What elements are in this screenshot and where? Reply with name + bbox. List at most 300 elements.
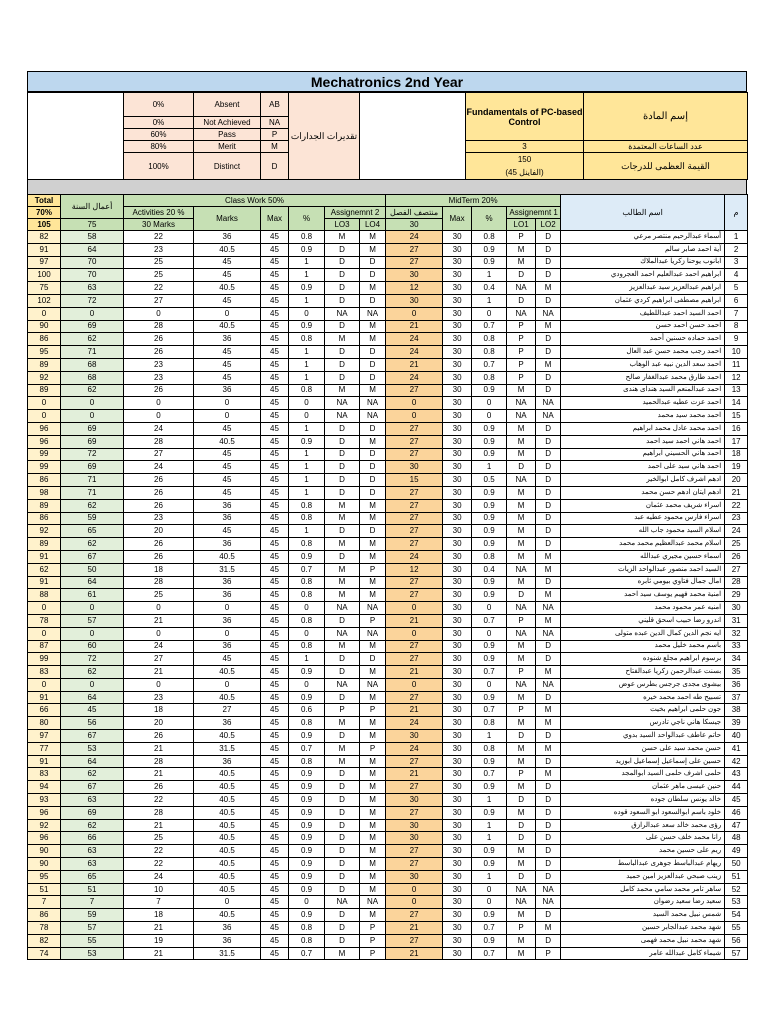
grade-code: M (261, 141, 289, 153)
cell-activities: 27 (124, 448, 194, 461)
cell-midterm-percent: 0 (472, 397, 507, 410)
cell-lo3: D (325, 909, 360, 922)
cell-student-num: 6 (725, 294, 748, 307)
cell-lo3: D (325, 358, 360, 371)
cell-lo1: P (507, 666, 536, 679)
cell-max: 45 (261, 896, 289, 909)
cell-midterm-score: 0 (386, 627, 443, 640)
cell-lo2: M (536, 589, 561, 602)
cell-student-name: احمد رجب محمد حسن عبد العال (561, 346, 725, 359)
cell-midterm-percent: 0.9 (472, 909, 507, 922)
cell-student-name: احمد هاني الحسيني ابراهيم (561, 448, 725, 461)
cell-max: 45 (261, 602, 289, 615)
header-total: Total (28, 195, 61, 207)
table-row (28, 870, 748, 883)
cell-midterm-score: 12 (386, 563, 443, 576)
separator-bar (27, 180, 747, 194)
cell-year-work: 59 (61, 909, 124, 922)
cell-lo4: M (360, 794, 386, 807)
cell-lo1: P (507, 922, 536, 935)
cell-max: 45 (261, 858, 289, 871)
cell-year-work: 57 (61, 922, 124, 935)
cell-midterm-max: 30 (443, 384, 472, 397)
cell-marks: 0 (194, 627, 261, 640)
cell-marks: 40.5 (194, 320, 261, 333)
cell-lo3: M (325, 563, 360, 576)
cell-max: 45 (261, 243, 289, 256)
cell-year-work: 50 (61, 563, 124, 576)
cell-lo3: M (325, 742, 360, 755)
cell-midterm-percent: 0.9 (472, 256, 507, 269)
cell-student-name: امال جمال فتاوي بيومي ثابره (561, 576, 725, 589)
cell-student-name: احمد محمد سيد محمد (561, 410, 725, 423)
cell-lo1: M (507, 243, 536, 256)
cell-activities: 24 (124, 461, 194, 474)
cell-percent: 0.8 (289, 934, 325, 947)
cell-activities: 22 (124, 794, 194, 807)
cell-midterm-percent: 0.9 (472, 525, 507, 538)
cell-midterm-max: 30 (443, 256, 472, 269)
cell-midterm-max: 30 (443, 550, 472, 563)
cell-midterm-percent: 0.8 (472, 371, 507, 384)
cell-total: 94 (28, 781, 61, 794)
cell-student-num: 19 (725, 461, 748, 474)
cell-lo3: M (325, 589, 360, 602)
table-row (28, 691, 748, 704)
cell-activities: 22 (124, 845, 194, 858)
cell-midterm-score: 30 (386, 832, 443, 845)
cell-midterm-percent: 0.9 (472, 653, 507, 666)
cell-percent: 0.9 (289, 845, 325, 858)
cell-activities: 0 (124, 410, 194, 423)
gradesheet (27, 71, 747, 960)
cell-student-name: تسبيح طه احمد محمد خيره (561, 691, 725, 704)
cell-max: 45 (261, 768, 289, 781)
cell-year-work: 0 (61, 602, 124, 615)
cell-midterm-max: 30 (443, 576, 472, 589)
cell-lo4: M (360, 576, 386, 589)
cell-percent: 0.8 (289, 576, 325, 589)
cell-lo4: D (360, 474, 386, 487)
cell-total: 95 (28, 870, 61, 883)
cell-midterm-percent: 0.9 (472, 538, 507, 551)
table-row (28, 231, 748, 244)
cell-total: 86 (28, 909, 61, 922)
cell-lo2: D (536, 819, 561, 832)
cell-lo2: D (536, 448, 561, 461)
cell-lo4: D (360, 358, 386, 371)
cell-percent: 0.6 (289, 704, 325, 717)
cell-lo1: P (507, 768, 536, 781)
cell-lo4: M (360, 806, 386, 819)
cell-midterm-max: 30 (443, 883, 472, 896)
cell-student-num: 47 (725, 819, 748, 832)
table-row (28, 730, 748, 743)
cell-lo3: D (325, 550, 360, 563)
cell-midterm-score: 21 (386, 358, 443, 371)
cell-lo1: D (507, 730, 536, 743)
cell-lo3: M (325, 512, 360, 525)
cell-marks: 0 (194, 602, 261, 615)
cell-lo2: D (536, 909, 561, 922)
cell-lo3: D (325, 435, 360, 448)
cell-lo2: D (536, 499, 561, 512)
cell-lo1: M (507, 947, 536, 960)
cell-lo3: NA (325, 397, 360, 410)
cell-student-name: أسماء عبدالرحيم منتصر مرعي (561, 231, 725, 244)
cell-midterm-max: 30 (443, 589, 472, 602)
cell-midterm-max: 30 (443, 896, 472, 909)
cell-student-name: احمد السيد احمد عبداللطيف (561, 307, 725, 320)
cell-midterm-score: 27 (386, 512, 443, 525)
grade-code: AB (261, 93, 289, 117)
cell-activities: 27 (124, 653, 194, 666)
cell-student-num: 34 (725, 653, 748, 666)
cell-midterm-max: 30 (443, 294, 472, 307)
cell-midterm-percent: 0.4 (472, 282, 507, 295)
cell-lo3: M (325, 384, 360, 397)
cell-midterm-max: 30 (443, 410, 472, 423)
cell-max: 45 (261, 525, 289, 538)
cell-lo1: P (507, 704, 536, 717)
header-assignment-2: Assignemnt 2 (325, 207, 386, 219)
cell-lo2: M (536, 614, 561, 627)
cell-lo3: D (325, 243, 360, 256)
cell-lo2: M (536, 704, 561, 717)
cell-midterm-max: 30 (443, 717, 472, 730)
cell-marks: 45 (194, 371, 261, 384)
cell-total: 92 (28, 525, 61, 538)
cell-midterm-score: 0 (386, 410, 443, 423)
cell-total: 96 (28, 832, 61, 845)
cell-marks: 40.5 (194, 806, 261, 819)
cell-midterm-max: 30 (443, 358, 472, 371)
cell-midterm-max: 30 (443, 307, 472, 320)
cell-student-num: 2 (725, 243, 748, 256)
cell-student-name: احمد حماده حسنين أحمد (561, 333, 725, 346)
cell-midterm-score: 0 (386, 397, 443, 410)
grade-code: P (261, 129, 289, 141)
cell-lo2: NA (536, 307, 561, 320)
cell-max: 45 (261, 410, 289, 423)
cell-max: 45 (261, 819, 289, 832)
cell-lo3: D (325, 614, 360, 627)
cell-midterm-score: 24 (386, 346, 443, 359)
cell-student-num: 33 (725, 640, 748, 653)
cell-midterm-percent: 1 (472, 819, 507, 832)
cell-lo2: D (536, 781, 561, 794)
cell-student-num: 46 (725, 806, 748, 819)
cell-midterm-score: 27 (386, 486, 443, 499)
cell-student-name: ابراهيم عبدالعزيز سيد عبدالعزيز (561, 282, 725, 295)
header-percent: % (289, 207, 325, 231)
cell-activities: 26 (124, 781, 194, 794)
cell-student-num: 43 (725, 768, 748, 781)
cell-marks: 40.5 (194, 781, 261, 794)
cell-lo1: M (507, 640, 536, 653)
cell-year-work: 0 (61, 678, 124, 691)
cell-midterm-percent: 0.9 (472, 934, 507, 947)
cell-lo2: P (536, 947, 561, 960)
cell-lo2: D (536, 755, 561, 768)
cell-lo3: D (325, 346, 360, 359)
cell-midterm-max: 30 (443, 653, 472, 666)
cell-lo3: NA (325, 307, 360, 320)
cell-midterm-score: 0 (386, 896, 443, 909)
cell-activities: 24 (124, 640, 194, 653)
cell-marks: 40.5 (194, 883, 261, 896)
cell-lo2: D (536, 243, 561, 256)
cell-midterm-score: 21 (386, 320, 443, 333)
cell-student-num: 38 (725, 704, 748, 717)
cell-lo3: D (325, 832, 360, 845)
cell-student-name: سعيد رضا سعيد رضوان (561, 896, 725, 909)
cell-marks: 40.5 (194, 870, 261, 883)
cell-student-name: بيشوى مجدى جرجس بطرس عوض (561, 678, 725, 691)
cell-lo4: M (360, 589, 386, 602)
cell-year-work: 69 (61, 422, 124, 435)
cell-lo3: D (325, 666, 360, 679)
cell-midterm-score: 27 (386, 755, 443, 768)
cell-marks: 40.5 (194, 845, 261, 858)
header-student-name: اسم الطالب (561, 195, 725, 231)
cell-midterm-max: 30 (443, 794, 472, 807)
cell-lo4: NA (360, 397, 386, 410)
cell-max: 45 (261, 678, 289, 691)
cell-lo4: D (360, 486, 386, 499)
cell-max: 45 (261, 576, 289, 589)
cell-percent: 0 (289, 307, 325, 320)
cell-marks: 40.5 (194, 435, 261, 448)
cell-lo2: M (536, 768, 561, 781)
cell-midterm-score: 30 (386, 870, 443, 883)
cell-midterm-percent: 0.7 (472, 320, 507, 333)
cell-midterm-max: 30 (443, 269, 472, 282)
cell-student-name: امنيه عمر محمود محمد (561, 602, 725, 615)
cell-midterm-score: 30 (386, 269, 443, 282)
cell-year-work: 67 (61, 781, 124, 794)
cell-percent: 1 (289, 474, 325, 487)
cell-midterm-score: 27 (386, 448, 443, 461)
cell-student-num: 53 (725, 896, 748, 909)
cell-student-num: 49 (725, 845, 748, 858)
cell-lo2: D (536, 576, 561, 589)
cell-activities: 21 (124, 922, 194, 935)
cell-midterm-percent: 0 (472, 602, 507, 615)
cell-lo2: M (536, 358, 561, 371)
cell-lo4: M (360, 512, 386, 525)
max-label: القيمة العظمى للدرجات (584, 153, 748, 180)
cell-student-num: 5 (725, 282, 748, 295)
cell-midterm-score: 27 (386, 806, 443, 819)
cell-marks: 36 (194, 231, 261, 244)
cell-student-num: 39 (725, 717, 748, 730)
cell-midterm-score: 27 (386, 435, 443, 448)
cell-midterm-score: 27 (386, 589, 443, 602)
cell-percent: 1 (289, 448, 325, 461)
cell-lo4: M (360, 243, 386, 256)
cell-total: 92 (28, 371, 61, 384)
header-num: م (725, 195, 748, 231)
cell-total: 77 (28, 742, 61, 755)
cell-max: 45 (261, 870, 289, 883)
table-row (28, 832, 748, 845)
cell-midterm-percent: 1 (472, 461, 507, 474)
cell-percent: 1 (289, 371, 325, 384)
cell-midterm-max: 30 (443, 435, 472, 448)
cell-percent: 1 (289, 422, 325, 435)
cell-student-name: ريهام عبدالباسط جوهرى عبدالباسط (561, 858, 725, 871)
cell-midterm-percent: 0.7 (472, 704, 507, 717)
grade-code: D (261, 153, 289, 180)
table-row (28, 435, 748, 448)
cell-lo1: D (507, 819, 536, 832)
table-row (28, 845, 748, 858)
cell-lo4: M (360, 538, 386, 551)
cell-marks: 36 (194, 576, 261, 589)
cell-activities: 20 (124, 525, 194, 538)
cell-total: 91 (28, 243, 61, 256)
cell-midterm-max: 30 (443, 563, 472, 576)
table-row (28, 358, 748, 371)
cell-midterm-score: 0 (386, 307, 443, 320)
cell-total: 0 (28, 627, 61, 640)
table-row (28, 909, 748, 922)
cell-student-name: امنية محمد فهيم يوسف سيد احمد (561, 589, 725, 602)
cell-midterm-max: 30 (443, 231, 472, 244)
cell-student-num: 1 (725, 231, 748, 244)
cell-max: 45 (261, 704, 289, 717)
cell-year-work: 51 (61, 883, 124, 896)
cell-student-num: 48 (725, 832, 748, 845)
cell-lo1: NA (507, 563, 536, 576)
cell-percent: 0.8 (289, 333, 325, 346)
cell-activities: 23 (124, 371, 194, 384)
cell-lo3: D (325, 845, 360, 858)
cell-midterm-percent: 0.7 (472, 947, 507, 960)
subject-value: Fundamentals of PC-based Control (466, 93, 584, 141)
cell-marks: 40.5 (194, 858, 261, 871)
cell-midterm-max: 30 (443, 486, 472, 499)
table-row (28, 486, 748, 499)
table-row (28, 602, 748, 615)
cell-student-num: 21 (725, 486, 748, 499)
cell-activities: 10 (124, 883, 194, 896)
cell-max: 45 (261, 307, 289, 320)
info-header (27, 92, 748, 180)
cell-activities: 0 (124, 678, 194, 691)
cell-activities: 28 (124, 755, 194, 768)
cell-total: 98 (28, 486, 61, 499)
cell-midterm-max: 30 (443, 832, 472, 845)
cell-midterm-percent: 1 (472, 832, 507, 845)
cell-student-num: 28 (725, 576, 748, 589)
cell-lo4: P (360, 742, 386, 755)
cell-percent: 0 (289, 602, 325, 615)
cell-student-num: 29 (725, 589, 748, 602)
cell-year-work: 53 (61, 742, 124, 755)
table-row (28, 461, 748, 474)
header-mid-max: Max (443, 207, 472, 231)
cell-year-work: 63 (61, 282, 124, 295)
cell-lo1: P (507, 320, 536, 333)
cell-max: 45 (261, 486, 289, 499)
cell-total: 7 (28, 896, 61, 909)
cell-total: 91 (28, 576, 61, 589)
cell-max: 45 (261, 640, 289, 653)
header-lo2: LO2 (536, 219, 561, 231)
cell-total: 91 (28, 691, 61, 704)
cell-midterm-max: 30 (443, 474, 472, 487)
cell-total: 86 (28, 333, 61, 346)
cell-lo3: D (325, 653, 360, 666)
cell-marks: 40.5 (194, 666, 261, 679)
table-row (28, 717, 748, 730)
cell-year-work: 62 (61, 384, 124, 397)
cell-lo1: NA (507, 627, 536, 640)
cell-student-num: 36 (725, 678, 748, 691)
cell-midterm-percent: 0.8 (472, 550, 507, 563)
cell-lo1: M (507, 576, 536, 589)
cell-total: 0 (28, 410, 61, 423)
cell-percent: 1 (289, 294, 325, 307)
table-row (28, 627, 748, 640)
cell-year-work: 62 (61, 538, 124, 551)
cell-student-num: 3 (725, 256, 748, 269)
table-row (28, 269, 748, 282)
cell-student-num: 45 (725, 794, 748, 807)
cell-midterm-percent: 0 (472, 896, 507, 909)
cell-midterm-score: 27 (386, 525, 443, 538)
cell-midterm-percent: 0.9 (472, 806, 507, 819)
cell-midterm-score: 24 (386, 717, 443, 730)
cell-midterm-score: 21 (386, 922, 443, 935)
cell-lo2: M (536, 550, 561, 563)
cell-lo4: M (360, 550, 386, 563)
cell-percent: 0.8 (289, 512, 325, 525)
cell-year-work: 58 (61, 231, 124, 244)
cell-activities: 27 (124, 294, 194, 307)
cell-total: 90 (28, 320, 61, 333)
cell-lo3: M (325, 755, 360, 768)
cell-lo4: M (360, 909, 386, 922)
cell-lo2: M (536, 282, 561, 295)
cell-lo2: D (536, 845, 561, 858)
cell-lo1: NA (507, 896, 536, 909)
cell-lo4: D (360, 448, 386, 461)
cell-max: 45 (261, 231, 289, 244)
cell-marks: 40.5 (194, 794, 261, 807)
cell-total: 90 (28, 845, 61, 858)
cell-max: 45 (261, 294, 289, 307)
cell-year-work: 68 (61, 371, 124, 384)
table-row (28, 333, 748, 346)
cell-student-num: 13 (725, 384, 748, 397)
cell-lo2: D (536, 653, 561, 666)
table-row (28, 781, 748, 794)
cell-lo1: D (507, 269, 536, 282)
grade-pct: 0% (124, 93, 194, 117)
header-year-work-val: 75 (61, 219, 124, 231)
cell-year-work: 66 (61, 832, 124, 845)
cell-total: 82 (28, 231, 61, 244)
header-mid-half: منتصف الفصل (386, 207, 443, 219)
cell-max: 45 (261, 448, 289, 461)
cell-year-work: 7 (61, 896, 124, 909)
cell-lo1: M (507, 384, 536, 397)
cell-lo4: D (360, 422, 386, 435)
cell-max: 45 (261, 371, 289, 384)
